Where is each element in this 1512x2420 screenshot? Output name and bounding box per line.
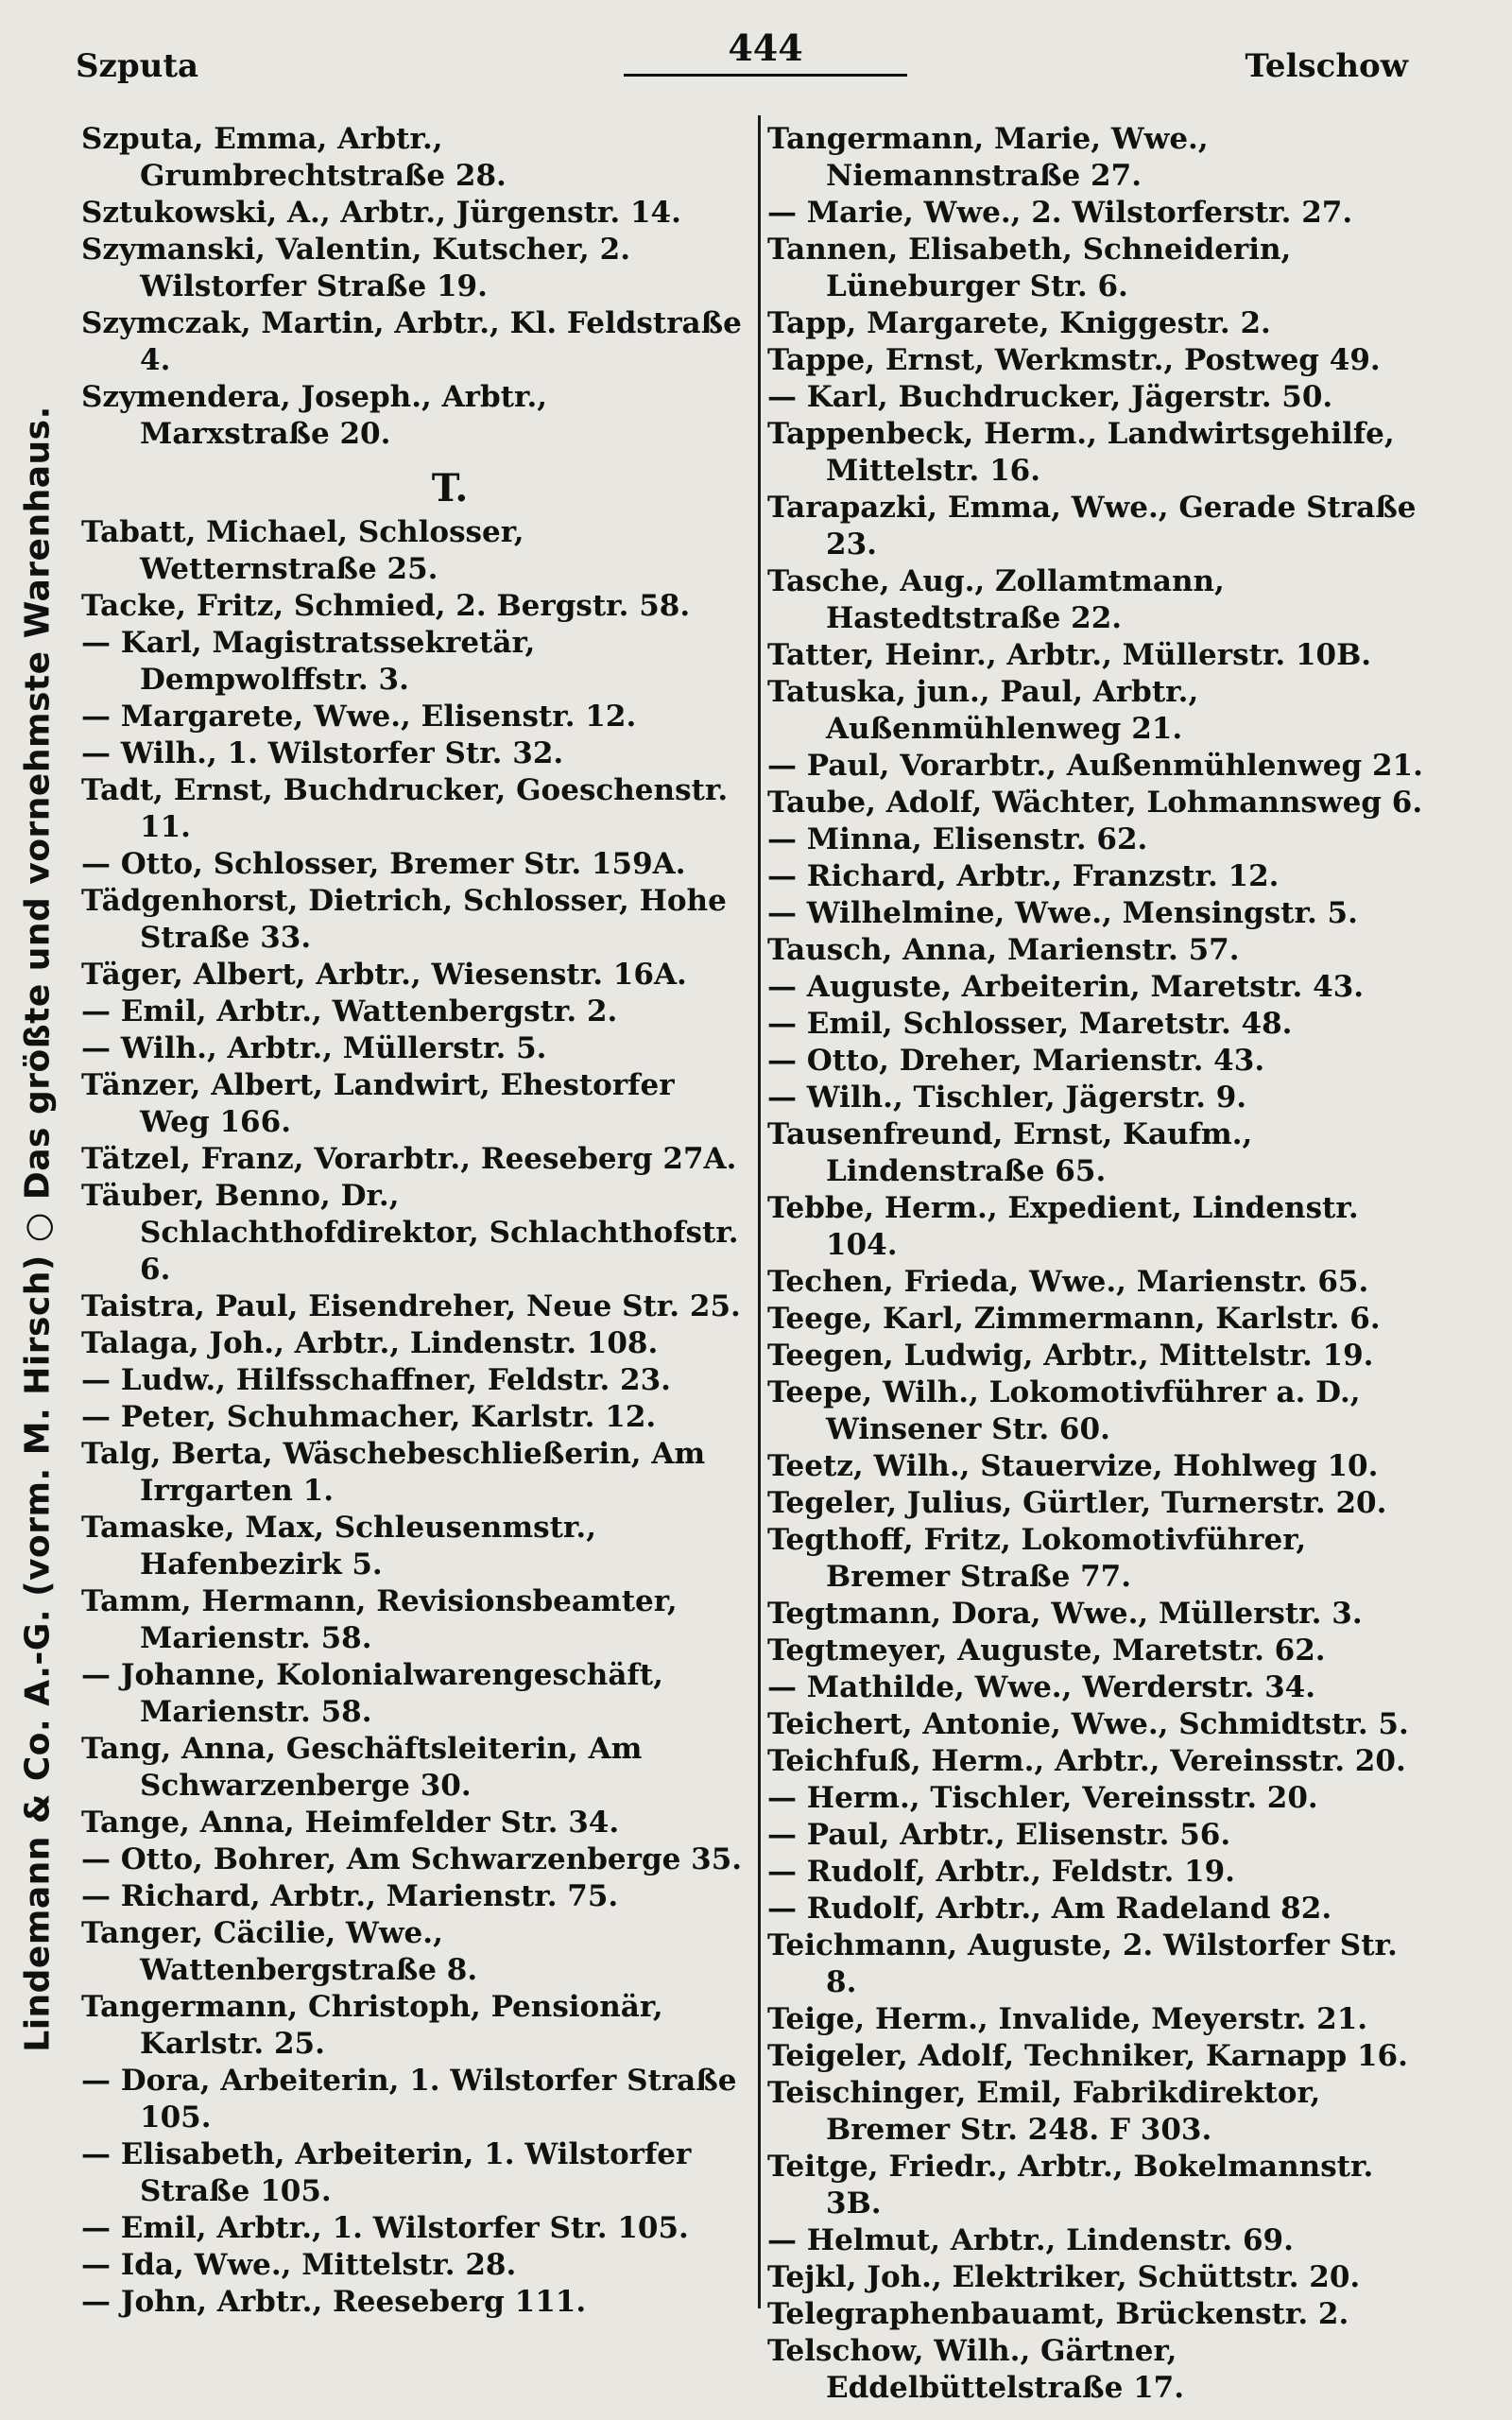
directory-entry: Teegen, Ludwig, Arbtr., Mittelstr. 19. [767,1339,1374,1373]
page-number: 444 [728,26,803,69]
directory-entry: Telschow, Wilh., Gärtner, Eddelbüttelstraße 17. [767,2334,1185,2405]
directory-entry: Taube, Adolf, Wächter, Lohmannsweg 6. [767,786,1423,820]
directory-entry: — Richard, Arbtr., Marienstr. 75. [81,1879,619,1913]
directory-entry: Tegtmann, Dora, Wwe., Müllerstr. 3. [767,1597,1363,1631]
directory-entry: Szymendera, Joseph., Arbtr., Marxstraße 20. [81,380,548,451]
column-divider [758,115,761,2308]
directory-entry: Talg, Berta, Wäschebeschließerin, Am Irrgarten 1. [81,1437,706,1508]
directory-entry: Tasche, Aug., Zollamtmann, Hastedtstraße 22. [767,564,1225,635]
directory-entry: Tarapazki, Emma, Wwe., Gerade Straße 23. [767,491,1417,562]
directory-entry: — Emil, Arbtr., 1. Wilstorfer Str. 105. [81,2211,689,2245]
directory-entry: — Rudolf, Arbtr., Feldstr. 19. [767,1855,1235,1889]
directory-entry: — Wilhelmine, Wwe., Mensingstr. 5. [767,896,1358,930]
directory-entry: — Paul, Vorarbtr., Außenmühlenweg 21. [767,749,1423,783]
directory-entry: Tangermann, Christoph, Pensionär, Karlstr. 25. [81,1990,663,2061]
directory-entry: — Otto, Schlosser, Bremer Str. 159A. [81,847,686,881]
directory-entry: Teege, Karl, Zimmermann, Karlstr. 6. [767,1302,1381,1336]
directory-entry: Tädgenhorst, Dietrich, Schlosser, Hohe Straße 33. [81,884,727,955]
directory-entry: Tadt, Ernst, Buchdrucker, Goeschenstr. 11. [81,773,729,844]
directory-entry: Teichmann, Auguste, 2. Wilstorfer Str. 8. [767,1928,1398,1999]
directory-entry: — Paul, Arbtr., Elisenstr. 56. [767,1818,1231,1852]
side-advertisement [0,406,76,2052]
directory-entry: Sztukowski, A., Arbtr., Jürgenstr. 14. [81,196,681,230]
directory-entry: Tappe, Ernst, Werkmstr., Postweg 49. [767,343,1381,377]
directory-entry: — Karl, Buchdrucker, Jägerstr. 50. [767,380,1333,414]
directory-entry: Telegraphenbauamt, Brückenstr. 2. [767,2297,1349,2331]
directory-entry: — Wilh., Tischler, Jägerstr. 9. [767,1080,1247,1115]
directory-entry: Teichfuß, Herm., Arbtr., Vereinsstr. 20. [767,1744,1406,1778]
directory-entry: — Peter, Schuhmacher, Karlstr. 12. [81,1400,657,1434]
directory-entry: — Johanne, Kolonialwarengeschäft, Marienstr. 58. [81,1658,663,1729]
directory-entry: Teepe, Wilh., Lokomotivführer a. D., Winsener Str. 60. [767,1375,1361,1446]
directory-entry: Tang, Anna, Geschäftsleiterin, Am Schwarzenberge 30. [81,1732,643,1803]
directory-entry: Tegeler, Julius, Gürtler, Turnerstr. 20. [767,1486,1387,1520]
directory-entry: Szymanski, Valentin, Kutscher, 2. Wilstorfer Straße 19. [81,233,631,303]
directory-entry: — John, Arbtr., Reeseberg 111. [81,2285,587,2319]
directory-entry: — Otto, Dreher, Marienstr. 43. [767,1044,1265,1078]
directory-entry: Tamaske, Max, Schleusenmstr., Hafenbezirk 5. [81,1511,596,1582]
directory-entry: Taistra, Paul, Eisendreher, Neue Str. 25. [81,1289,741,1323]
directory-entry: Tacke, Fritz, Schmied, 2. Bergstr. 58. [81,589,691,623]
side-advertisement-text: Lindemann & Co. A.-G. (vorm. M. Hirsch) ○ Das größte und vornehmste Warenhaus. [18,406,58,2052]
directory-entry: Teichert, Antonie, Wwe., Schmidtstr. 5. [767,1707,1409,1741]
directory-entry: Tabatt, Michael, Schlosser, Wetternstraße 25. [81,515,524,586]
directory-entry: — Auguste, Arbeiterin, Maretstr. 43. [767,970,1365,1004]
left-entries-before [81,121,743,453]
directory-entry: Tejkl, Joh., Elektriker, Schüttstr. 20. [767,2260,1361,2294]
directory-entry: Tangermann, Marie, Wwe., Niemannstraße 27. [767,122,1209,193]
header-first-name: Szputa [76,47,199,85]
directory-entry: Tebbe, Herm., Expedient, Lindenstr. 104. [767,1191,1359,1262]
directory-entry: Tannen, Elisabeth, Schneiderin, Lüneburger Str. 6. [767,233,1292,303]
directory-entry: Teitge, Friedr., Arbtr., Bokelmannstr. 3B. [767,2150,1374,2221]
directory-entry: — Ludw., Hilfsschaffner, Feldstr. 23. [81,1363,671,1397]
directory-entry: — Emil, Schlosser, Maretstr. 48. [767,1007,1293,1041]
directory-entry: Teetz, Wilh., Stauervize, Hohlweg 10. [767,1449,1379,1483]
directory-entry: — Helmut, Arbtr., Lindenstr. 69. [767,2223,1294,2257]
directory-entry: Tegtmeyer, Auguste, Maretstr. 62. [767,1634,1326,1668]
directory-entry: — Karl, Magistratssekretär, Dempwolffstr. 3. [81,626,536,697]
directory-entry: Tamm, Hermann, Revisionsbeamter, Marienstr. 58. [81,1584,678,1655]
directory-entry: Techen, Frieda, Wwe., Marienstr. 65. [767,1265,1369,1299]
directory-entry: — Minna, Elisenstr. 62. [767,822,1148,856]
directory-entry: — Margarete, Wwe., Elisenstr. 12. [81,700,637,734]
directory-entry: Tausenfreund, Ernst, Kaufm., Lindenstraße 65. [767,1117,1253,1188]
directory-entry: — Wilh., 1. Wilstorfer Str. 32. [81,736,564,770]
directory-entry: — Richard, Arbtr., Franzstr. 12. [767,859,1280,893]
directory-entry: — Emil, Arbtr., Wattenbergstr. 2. [81,994,618,1028]
left-entries-after [81,514,743,2321]
directory-entry: — Mathilde, Wwe., Werderstr. 34. [767,1670,1316,1704]
page-header [76,26,1408,93]
right-column [767,121,1429,2407]
directory-entry: Tegthoff, Fritz, Lokomotivführer, Bremer Straße 77. [767,1523,1307,1594]
directory-entry: Tänzer, Albert, Landwirt, Ehestorfer Weg 166. [81,1068,675,1139]
directory-entry: Szputa, Emma, Arbtr., Grumbrechtstraße 28. [81,122,507,193]
directory-entry: — Dora, Arbeiterin, 1. Wilstorfer Straße 105. [81,2064,737,2135]
directory-entry: Täger, Albert, Arbtr., Wiesenstr. 16A. [81,958,687,992]
directory-entry: — Ida, Wwe., Mittelstr. 28. [81,2248,517,2282]
section-letter: T. [431,466,469,510]
directory-entry: Tatter, Heinr., Arbtr., Müllerstr. 10B. [767,638,1372,672]
directory-entry: Tanger, Cäcilie, Wwe., Wattenbergstraße 8. [81,1916,478,1987]
directory-entry: — Otto, Bohrer, Am Schwarzenberge 35. [81,1842,743,1876]
directory-entry: Teigeler, Adolf, Techniker, Karnapp 16. [767,2039,1408,2073]
directory-entry: Tapp, Margarete, Kniggestr. 2. [767,306,1271,340]
directory-entry: — Herm., Tischler, Vereinsstr. 20. [767,1781,1318,1815]
left-column [81,121,743,2321]
directory-entry: Tange, Anna, Heimfelder Str. 34. [81,1806,620,1840]
header-rule [624,74,907,77]
directory-entry: Tappenbeck, Herm., Landwirtsgehilfe, Mittelstr. 16. [767,417,1395,488]
directory-entry: — Elisabeth, Arbeiterin, 1. Wilstorfer Straße 105. [81,2137,692,2208]
directory-entry: — Wilh., Arbtr., Müllerstr. 5. [81,1031,547,1065]
directory-entry: Teischinger, Emil, Fabrikdirektor, Bremer Str. 248. F 303. [767,2076,1321,2147]
directory-entry: Tätzel, Franz, Vorarbtr., Reeseberg 27A. [81,1142,737,1176]
directory-entry: Tatuska, jun., Paul, Arbtr., Außenmühlenweg 21. [767,675,1199,746]
directory-entry: Talaga, Joh., Arbtr., Lindenstr. 108. [81,1326,659,1360]
directory-entry: Teige, Herm., Invalide, Meyerstr. 21. [767,2002,1368,2036]
directory-entry: Täuber, Benno, Dr., Schlachthofdirektor, Schlachthofstr. 6. [81,1179,739,1287]
right-entries [767,121,1429,2407]
directory-entry: Tausch, Anna, Marienstr. 57. [767,933,1240,967]
header-last-name: Telschow [1245,47,1408,85]
directory-entry: Szymczak, Martin, Arbtr., Kl. Feldstraße 4. [81,306,742,377]
directory-entry: — Marie, Wwe., 2. Wilstorferstr. 27. [767,196,1353,230]
directory-entry: — Rudolf, Arbtr., Am Radeland 82. [767,1892,1332,1926]
